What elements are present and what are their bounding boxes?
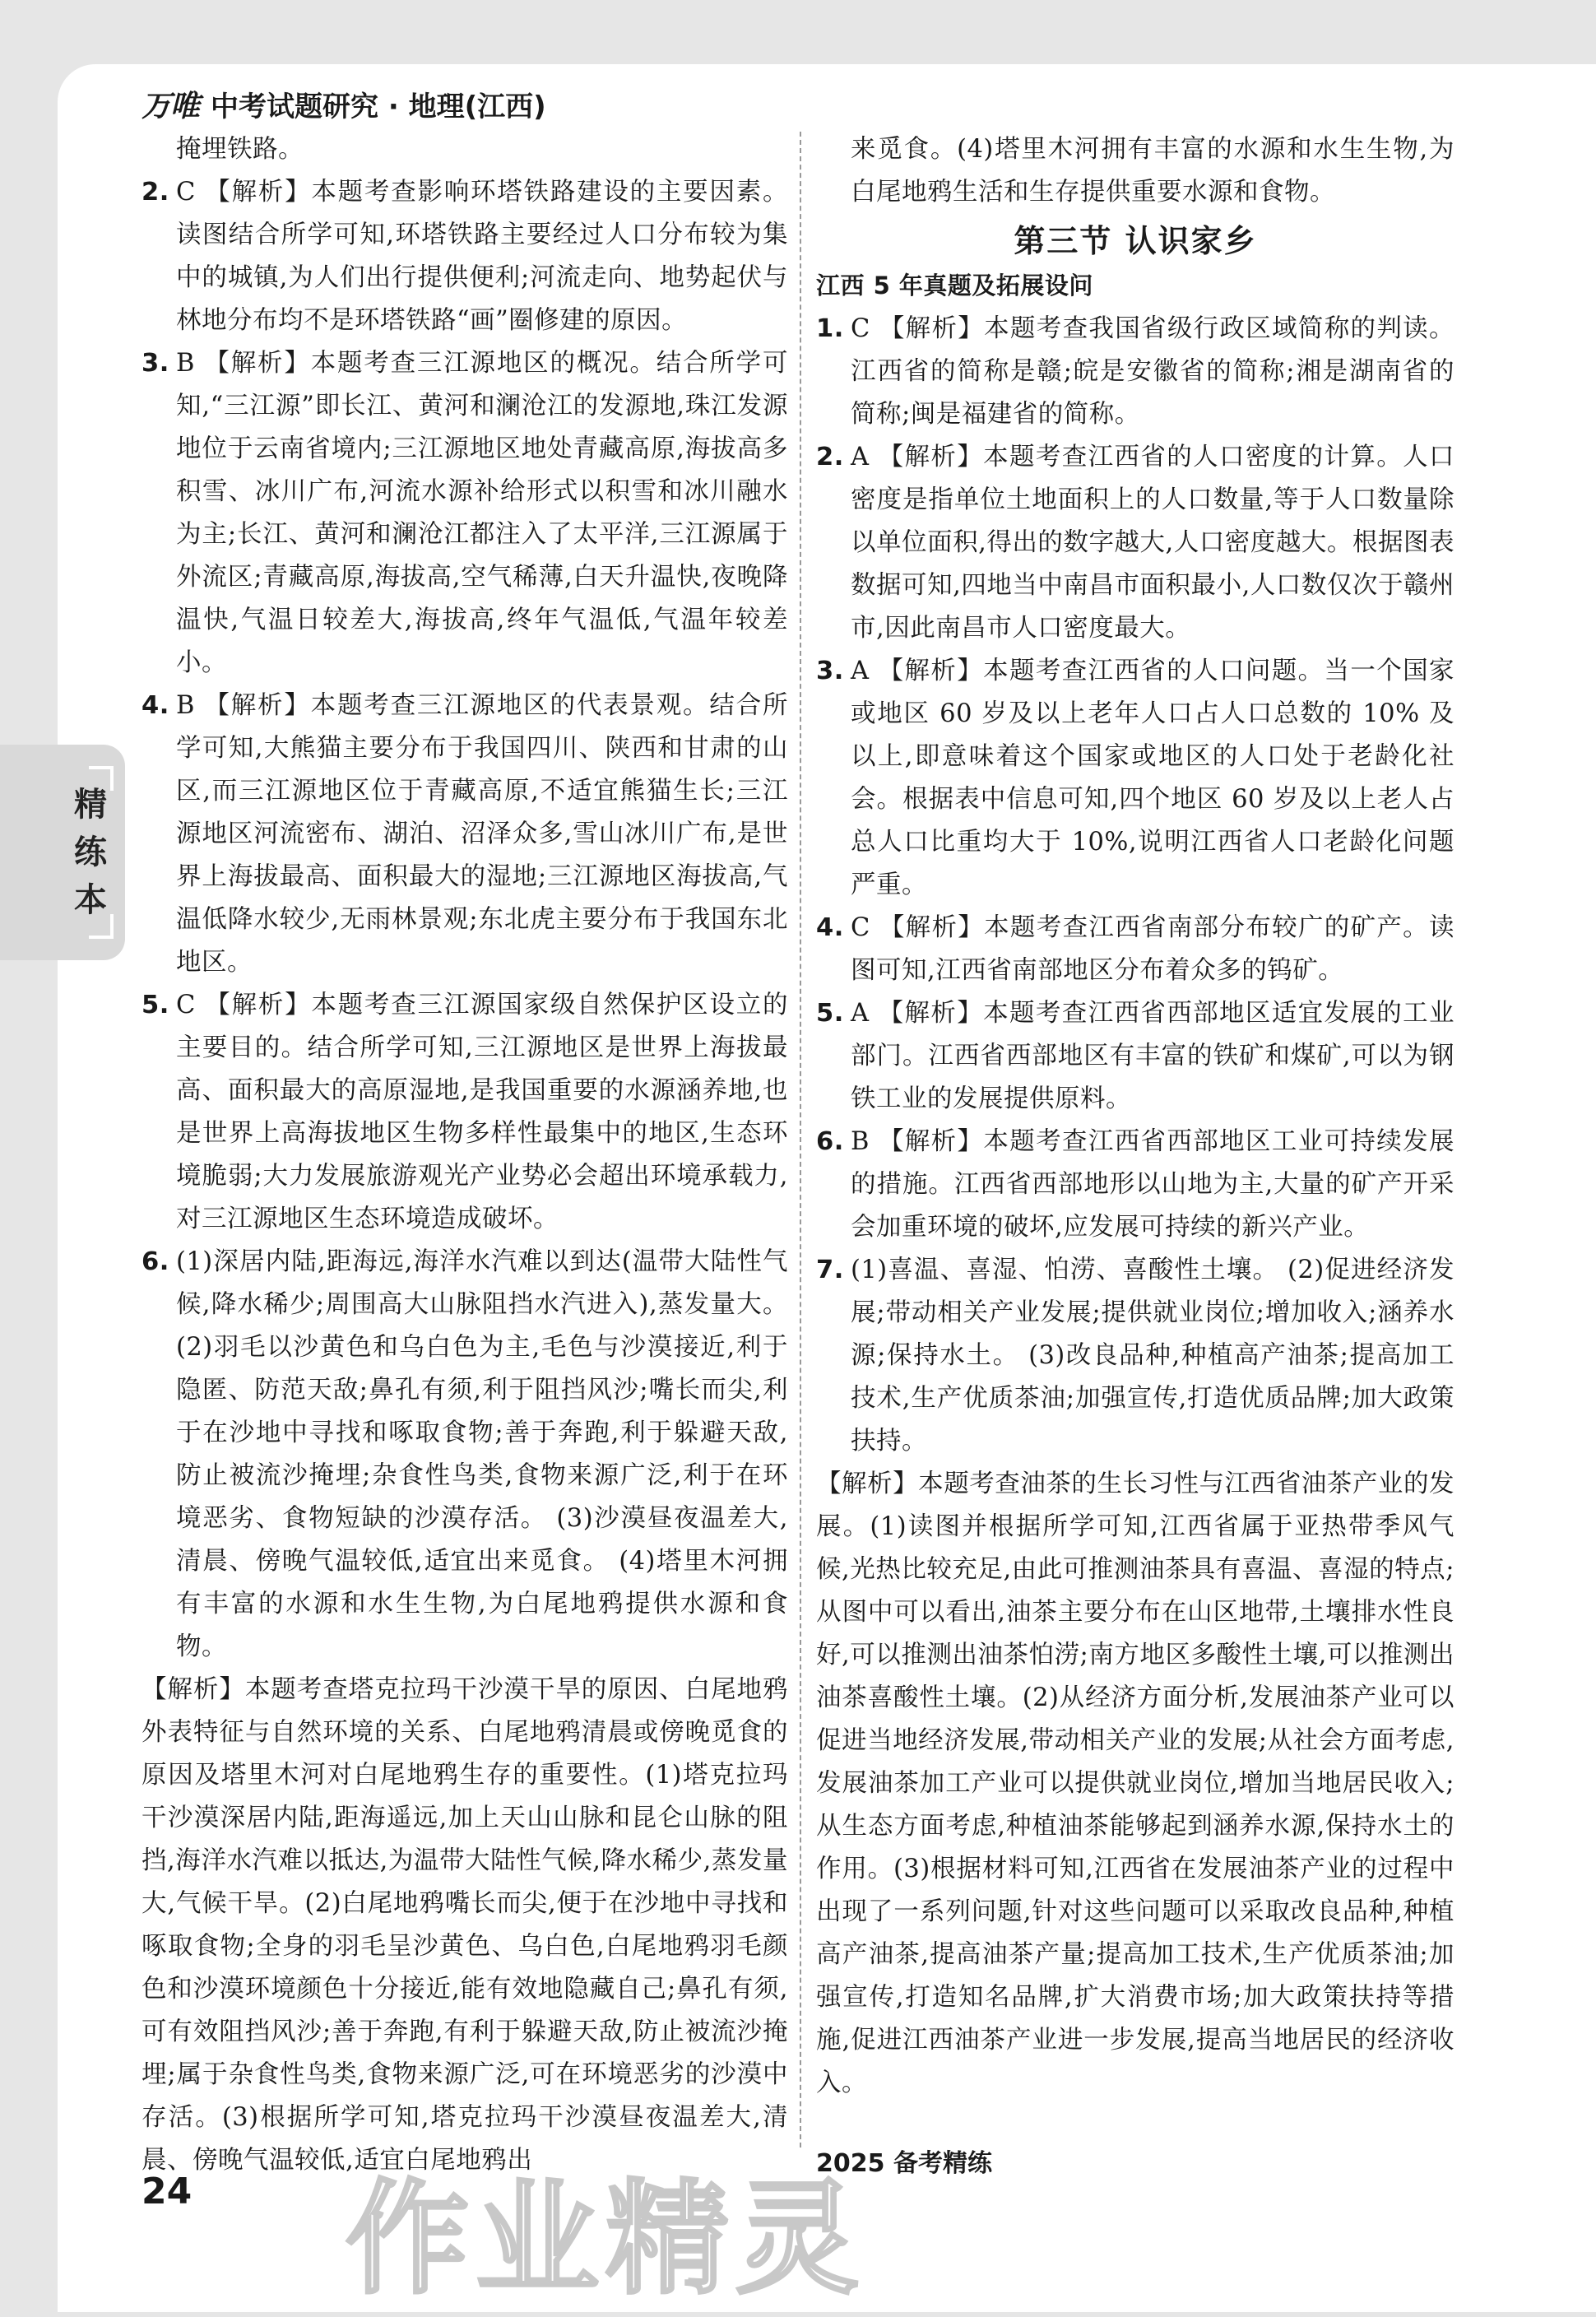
side-tab-char: 练 <box>74 833 107 871</box>
bracket-bottom-decoration <box>89 914 114 939</box>
item-text: C 【解析】本题考查影响环塔铁路建设的主要因素。读图结合所学可知,环塔铁路主要经过人口分布较为集中的城镇,为人们出行提供便利;河流走向、地势起伏与林地分布均不是环塔铁路“画”圈修建的原因。 <box>176 178 788 335</box>
item-text: (1)深居内陆,距海远,海洋水汽难以到达(温带大陆性气候,降水稀少;周围高大山脉阻挡水汽进入),蒸发量大。 (2)羽毛以沙黄色和乌白色为主,毛色与沙漠接近,利于隐匿、防范天敌;鼻孔有须,利于阻挡风沙;嘴长而尖,利于在沙地中寻找和啄取食物;善于奔跑,利于躲避天敌,防止被流沙掩埋;杂食性鸟类,食物来源广泛,利于在环境恶劣、食物短缺的沙漠存活。 (3)沙漠昼夜温差大,清晨、傍晚气温较低,适宜出来觅食。 (4)塔里木河拥有丰富的水源和水生生物,为白尾地鸦提供水源和食物。 <box>176 1247 788 1661</box>
item-text: A 【解析】本题考查江西省的人口密度的计算。人口密度是指单位土地面积上的人口数量,等于人口数量除以单位面积,得出的数字越大,人口密度越大。根据图表数据可知,四地当中南昌市面积最小,人口数仅次于赣州市,因此南昌市人口密度最大。 <box>851 443 1454 643</box>
answer-item <box>816 308 1454 436</box>
item-text: C 【解析】本题考查三江源国家级自然保护区设立的主要目的。结合所学可知,三江源地区是世界上海拔最高、面积最大的高原湿地,是我国重要的水源涵养地,也是世界上高海拔地区生物多样性最集中的地区,生态环境脆弱;大力发展旅游观光产业势必会超出环境承载力,对三江源地区生态环境造成破坏。 <box>176 991 788 1233</box>
item-text: A 【解析】本题考查江西省西部地区适宜发展的工业部门。江西省西部地区有丰富的铁矿和煤矿,可以为钢铁工业的发展提供原料。 <box>851 999 1454 1113</box>
item-number: 5. <box>142 991 169 1019</box>
item-number: 6. <box>816 1127 844 1156</box>
item-number: 5. <box>816 999 844 1028</box>
item-text: (1)喜温、喜湿、怕涝、喜酸性土壤。 (2)促进经济发展;带动相关产业发展;提供就业岗位;增加收入;涵养水源;保持水土。 (3)改良品种,种植高产油茶;提高加工技术,生产优质茶油;加强宣传,打造优质品牌;加大政策扶持。 <box>851 1256 1454 1456</box>
item-text: B 【解析】本题考查三江源地区的概况。结合所学可知,“三江源”即长江、黄河和澜沧江的发源地,珠江发源地位于云南省境内;三江源地区地处青藏高原,海拔高多积雪、冰川广布,河流水源补给形式以积雪和冰川融水为主;长江、黄河和澜沧江都注入了太平洋,三江源属于外流区;青藏高原,海拔高,空气稀薄,白天升温快,夜晚降温快,气温日较差大,海拔高,终年气温低,气温年较差小。 <box>176 349 788 677</box>
answer-item <box>142 984 788 1241</box>
item-number: 6. <box>142 1247 169 1276</box>
side-tab-label <box>66 781 115 924</box>
sub-title: 江西 5 年真题及拓展设问 <box>816 272 1093 299</box>
item-number: 4. <box>142 691 169 720</box>
answer-item <box>142 1241 788 1669</box>
item-number: 1. <box>816 314 844 343</box>
item-number: 3. <box>816 657 844 685</box>
item-number: 3. <box>142 349 169 378</box>
item-text: B 【解析】本题考查三江源地区的代表景观。结合所学可知,大熊猫主要分布于我国四川、陕西和甘肃的山区,而三江源地区位于青藏高原,不适宜熊猫生长;三江源地区河流密布、湖泊、沼泽众多,雪山冰川广布,是世界上海拔最高、面积最大的湿地;三江源地区海拔高,气温低降水较少,无雨林景观;东北虎主要分布于我国东北地区。 <box>176 691 788 977</box>
answer-item <box>816 436 1454 650</box>
item-number: 4. <box>816 913 844 942</box>
column-divider <box>800 132 801 2148</box>
analysis-paragraph: 【解析】本题考查油茶的生长习性与江西省油茶产业的发展。(1)读图并根据所学可知,江西省属于亚热带季风气候,光热比较充足,由此可推测油茶具有喜温、喜湿的特点;从图中可以看出,油茶主要分布在山区地带,土壤排水性良好,可以推测出油茶怕涝;南方地区多酸性土壤,可以推测出油茶喜酸性土壤。(2)从经济方面分析,发展油茶产业可以促进当地经济发展,带动相关产业的发展;从社会方面考虑,发展油茶加工产业可以提供就业岗位,增加当地居民收入;从生态方面考虑,种植油茶能够起到涵养水源,保持水土的作用。(3)根据材料可知,江西省在发展油茶产业的过程中出现了一系列问题,针对这些问题可以采取改良品种,种植高产油茶,提高油茶产量;提高加工技术,生产优质茶油;加强宣传,打造知名品牌,扩大消费市场;加大政策扶持等措施,促进江西油茶产业进一步发展,提高当地居民的经济收入。 <box>816 1470 1454 2097</box>
item-text: C 【解析】本题考查我国省级行政区域简称的判读。江西省的简称是赣;皖是安徽省的简称;湘是湖南省的简称;闽是福建省的简称。 <box>851 314 1454 429</box>
answer-item <box>816 907 1454 992</box>
answer-item <box>816 1121 1454 1249</box>
item-number: 2. <box>142 178 169 207</box>
answer-item <box>142 685 788 984</box>
right-column <box>816 128 1454 2105</box>
side-tab-char: 精 <box>74 786 107 824</box>
analysis-paragraph: 【解析】本题考查塔克拉玛干沙漠干旱的原因、白尾地鸦外表特征与自然环境的关系、白尾地鸦清晨或傍晚觅食的原因及塔里木河对白尾地鸦生存的重要性。(1)塔克拉玛干沙漠深居内陆,距海遥远,加上天山山脉和昆仑山脉的阻挡,海洋水汽难以抵达,为温带大陆性气候,降水稀少,蒸发量大,气候干旱。(2)白尾地鸦嘴长而尖,便于在沙地中寻找和啄取食物;全身的羽毛呈沙黄色、乌白色,白尾地鸦羽毛颜色和沙漠环境颜色十分接近,能有效地隐藏自己;鼻孔有须,可有效阻挡风沙;善于奔跑,有利于躲避天敌,防止被流沙掩埋;属于杂食性鸟类,食物来源广泛,可在环境恶劣的沙漠中存活。(3)根据所学可知,塔克拉玛干沙漠昼夜温差大,清晨、傍晚气温较低,适宜白尾地鸦出 <box>142 1675 788 2175</box>
brand-logo: 万唯 <box>142 89 200 123</box>
footer-series-label: 2025 备考精练 <box>816 2149 992 2178</box>
item-text: A 【解析】本题考查江西省的人口问题。当一个国家或地区 60 岁及以上老年人口占人口总数的 10% 及以上,即意味着这个国家或地区的人口处于老龄化社会。根据表中信息可知,四个地区 60 岁及以上老人占总人口比重均大于 10%,说明江西省人口老龄化问题严重。 <box>851 657 1454 899</box>
answer-item <box>142 342 788 685</box>
item-number: 7. <box>816 1256 844 1284</box>
item-number: 2. <box>816 443 844 471</box>
answer-item <box>816 650 1454 907</box>
item-text: C 【解析】本题考查江西省南部分布较广的矿产。读图可知,江西省南部地区分布着众多的钨矿。 <box>851 913 1454 985</box>
left-column <box>142 128 788 2182</box>
section-title: 第三节 认识家乡 <box>1014 223 1257 259</box>
answer-item <box>816 1249 1454 1463</box>
continuation-text: 来觅食。(4)塔里木河拥有丰富的水源和水生生物,为白尾地鸦生活和生存提供重要水源和食物。 <box>851 135 1454 207</box>
answer-item <box>142 171 788 342</box>
answer-item <box>816 992 1454 1121</box>
side-tab-char: 本 <box>74 881 107 919</box>
item-text: B 【解析】本题考查江西省西部地区工业可持续发展的措施。江西省西部地形以山地为主,大量的矿产开采会加重环境的破坏,应发展可持续的新兴产业。 <box>851 1127 1454 1242</box>
watermark-logo: 作业精灵 <box>346 2168 866 2311</box>
side-tab <box>0 745 125 960</box>
page-number: 24 <box>142 2171 193 2213</box>
header-title: 中考试题研究 · 地理(江西) <box>211 90 546 123</box>
page-header <box>142 79 546 128</box>
continuation-text: 掩埋铁路。 <box>176 135 304 164</box>
